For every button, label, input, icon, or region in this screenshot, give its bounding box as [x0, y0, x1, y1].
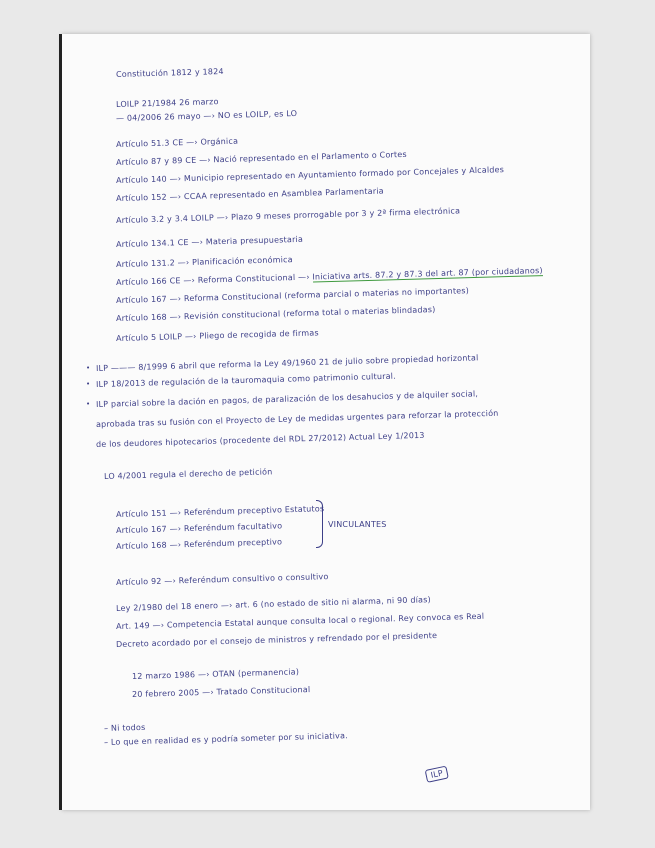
bullet-icon: • [86, 364, 91, 372]
brace-label: VINCULANTES [328, 520, 387, 529]
note-line: 12 marzo 1986 —› OTAN (permanencia) [131, 667, 300, 681]
note-line: Artículo 152 —› CCAA representado en Asamblea Parlamentaria [115, 186, 384, 203]
note-line: LO 4/2001 regula el derecho de petición [103, 467, 273, 481]
note-line: – Ni todos [103, 722, 146, 733]
bullet-line: ILP ——— 8/1999 6 abril que reforma la Ley 49/1960 21 de julio sobre propiedad horizontal [95, 353, 479, 373]
bullet-line: ILP 18/2013 de regulación de la tauromaquia como patrimonio cultural. [95, 371, 397, 389]
note-line: Decreto acordado por el consejo de ministros y refrendado por el presidente [115, 631, 438, 649]
bullet-line: ILP parcial sobre la dación en pagos, de paralización de los desahucios y de alquiler social, [95, 389, 479, 409]
note-line: 20 febrero 2005 —› Tratado Constitucional [131, 685, 311, 699]
note-line: Artículo 167 —› Reforma Constitucional (reforma parcial o materias no importantes) [115, 286, 470, 305]
note-line: LOILP 21/1984 26 marzo [115, 97, 219, 109]
bullet-icon: • [86, 400, 91, 408]
note-line: Artículo 131.2 —› Planificación económica [115, 255, 293, 269]
note-line: Artículo 151 —› Referéndum preceptivo Estatutos [115, 504, 325, 519]
note-line: Artículo 167 —› Referéndum facultativo [115, 521, 283, 535]
bullet-line-continued: aprobada tras su fusión con el Proyecto de Ley de medidas urgentes para reforzar la protección [95, 408, 499, 429]
note-line: Artículo 51.3 CE —› Orgánica [115, 136, 239, 149]
grouping-brace [316, 500, 323, 548]
note-title: Constitución 1812 y 1824 [115, 66, 224, 79]
note-line: – Lo que en realidad es y podría someter por su iniciativa. [103, 731, 349, 747]
note-line: Artículo 92 —› Referéndum consultivo o consultivo [115, 572, 329, 587]
note-line: Artículo 3.2 y 3.4 LOILP —› Plazo 9 meses prorrogable por 3 y 2ª firma electrónica [115, 206, 461, 225]
note-line: Artículo 168 —› Revisión constitucional (reforma total o materias blindadas) [115, 305, 436, 323]
bullet-line-continued: de los deudores hipotecarios (procedente del RDL 27/2012) Actual Ley 1/2013 [95, 430, 425, 449]
note-line-text: Artículo 166 CE —› Reforma Constitucional —› [115, 272, 313, 287]
note-line: Ley 2/1980 del 18 enero —› art. 6 (no estado de sitio ni alarma, ni 90 días) [115, 595, 432, 613]
note-line: Artículo 168 —› Referéndum preceptivo [115, 537, 283, 551]
ilp-stamp: ILP [425, 766, 449, 783]
note-line: — 04/2006 26 mayo —› NO es LOILP, es LO [115, 108, 298, 123]
note-line: Artículo 140 —› Municipio representado en Ayuntamiento formado por Concejales y Alcaldes [115, 165, 505, 185]
note-line: Artículo 87 y 89 CE —› Nació representado en el Parlamento o Cortes [115, 149, 407, 167]
note-line: Artículo 134.1 CE —› Materia presupuestaria [115, 234, 304, 249]
bullet-icon: • [86, 380, 91, 388]
highlighted-text: Iniciativa arts. 87.2 y 87.3 del art. 87 (por ciudadanos) [312, 266, 543, 282]
note-line: Artículo 5 LOILP —› Pliego de recogida de firmas [115, 328, 319, 343]
note-line: Art. 149 —› Competencia Estatal aunque consulta local o regional. Rey convoca es Real [115, 611, 485, 631]
